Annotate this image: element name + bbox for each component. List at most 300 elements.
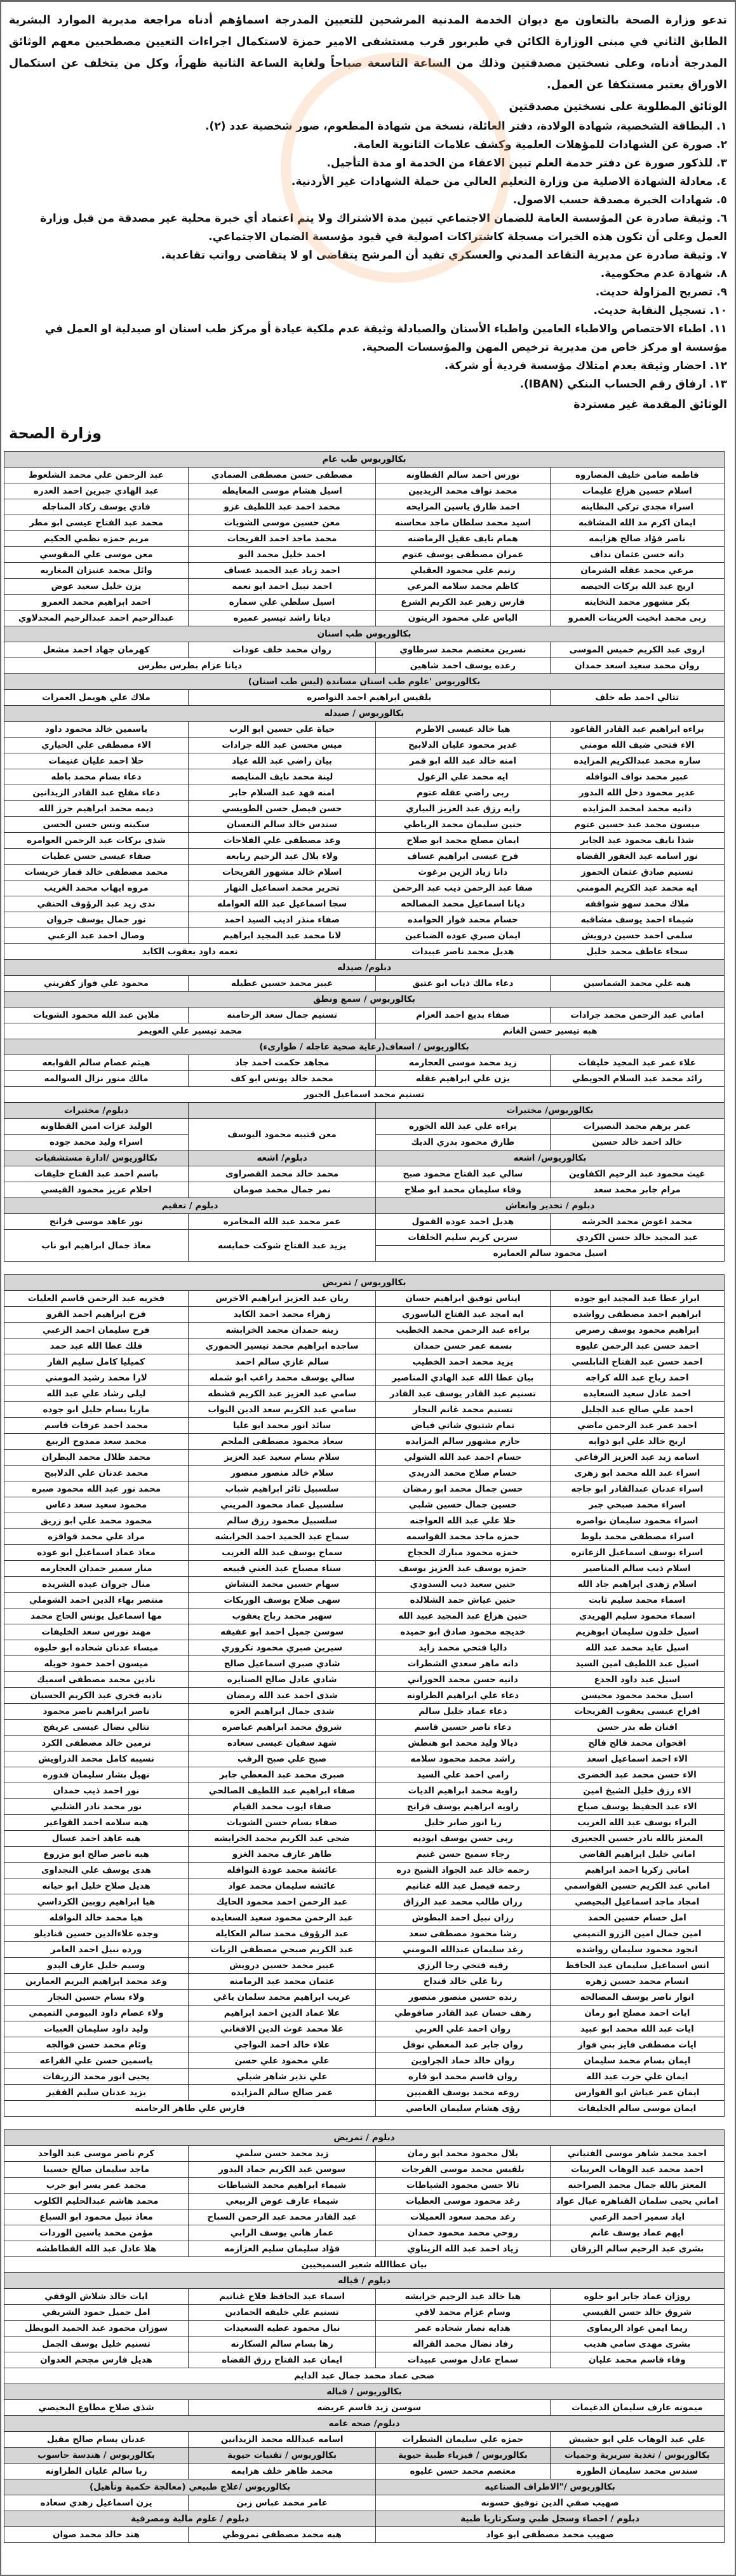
candidate-name: حسن فيصل حسن الطويسي — [189, 801, 376, 817]
section-title: دبلوم / علوم مالية ومصرفية — [4, 2511, 376, 2527]
table-row — [4, 1466, 725, 1481]
document-text: البطاقة الشخصية، شهادة الولادة، دفتر العائلة، نسخة من شهادة المطعوم، صور شخصية عدد (٢). — [205, 120, 713, 133]
candidate-name: ربى حسن يوسف ابوديه — [376, 1831, 550, 1847]
required-document-item — [9, 136, 727, 154]
candidate-name: وفاء قاسم محمد عليان — [550, 2352, 724, 2368]
candidate-name: اسيل عبد اللطيف امين السيد — [550, 1656, 724, 1672]
table-row — [4, 1783, 725, 1799]
candidate-name: ديمه محمد ابراهيم حرز الله — [4, 801, 189, 817]
candidate-name: كميليا كامل سليم الفار — [4, 1354, 189, 1370]
candidate-name: اسيل عايد محمد عبد الله — [550, 1640, 724, 1656]
table-row — [4, 1878, 725, 1894]
candidate-name: سهام حسين محمد النشاش — [189, 1577, 376, 1593]
candidate-name: وعد مصطفى علي الفلاحات — [189, 833, 376, 849]
candidate-name: اسيل خلدون سليمان ابوهزيم — [550, 1624, 724, 1640]
candidate-name: بسمه عمر حسن حمدان — [376, 1339, 550, 1354]
candidate-name: عائشة محمد عودة النوافله — [189, 1863, 376, 1878]
candidate-name: ياسمين حسن علي القراعه — [4, 2053, 189, 2069]
candidate-name: عبد المجيد خالد حسن الكردي — [550, 1230, 724, 1246]
candidate-name: تسنيم محمد غانم النجار — [376, 1402, 550, 1418]
candidate-name: نتالي نضال عيسى عريفج — [4, 1720, 189, 1736]
table-row — [4, 1307, 725, 1323]
table-row — [4, 1071, 725, 1087]
candidate-name: سرين كريم سليم الخلفات — [376, 1230, 550, 1246]
candidate-name: بيان راضي عبد الله عياد — [189, 753, 376, 769]
candidate-name: حسين جمال حسين شلبي — [376, 1497, 550, 1513]
candidate-name: حياة علي حسين ابو الرب — [189, 722, 376, 738]
candidate-name: رامي احمد علي السيد — [376, 1767, 550, 1783]
candidate-name: سوزان محمود عبد الحميد البويطل — [4, 2321, 189, 2337]
candidate-name: احمد خليل محمد البو — [189, 547, 376, 563]
section-title: دبلوم/ مختبرات — [4, 1103, 189, 1119]
table-row — [4, 2305, 725, 2321]
candidate-name: سهى صلاح يوسف الوريكات — [189, 1593, 376, 1608]
section-title: دبلوم / تعقيم — [4, 1198, 376, 1214]
table-row — [4, 1831, 725, 1847]
candidate-name: اماني عبد الرحمن محمد جرادات — [550, 1008, 724, 1023]
candidate-name: محمود علي فواز كفريني — [4, 976, 189, 992]
candidate-name: هدى يوسف علي النجداوى — [4, 1863, 189, 1878]
table-row — [4, 1513, 725, 1529]
candidate-name: فلك عطا الله عبد حمد — [4, 1339, 189, 1354]
candidate-name: سلام خالد منصور منصور — [189, 1466, 376, 1481]
candidate-name: طاهر عارف محمد الغزو — [189, 1847, 376, 1863]
candidate-name: رنيم علي محمود العقيلي — [376, 563, 550, 579]
candidate-name: وئام محمد حسن فوالجه — [4, 2037, 189, 2053]
candidate-name: شذى جمال ابراهيم العزه — [189, 1704, 376, 1720]
candidate-name: هيا خالد عيسى الاطرم — [376, 722, 550, 738]
candidate-name: معاذ عماد اسماعيل ابو عوده — [4, 1545, 189, 1561]
candidate-name: بلال محمود محمد ابو رمان — [376, 2146, 550, 2162]
candidate-name: وسيم خليل عارف البدو — [4, 1958, 189, 1974]
candidate-name: مريم حمزه نظمي الحكيم — [4, 531, 189, 547]
candidate-name: رنا علي خالد قنداح — [376, 1974, 550, 1990]
table-row — [4, 1672, 725, 1688]
candidate-name: نور اسامه عبد الغفور القضاه — [550, 849, 724, 865]
candidate-name: محمد عبد الفتاح عيسى ابو مطر — [4, 515, 189, 531]
candidate-name: صبح علي صبح الرقب — [189, 1751, 376, 1767]
candidate-name: رفاد نضال محمد القراله — [376, 2337, 550, 2352]
candidate-name: ايمان بسام محمد سليمان — [550, 2053, 724, 2069]
candidate-name: بلقيس محمد موسى الفرجات — [376, 2162, 550, 2178]
candidate-name: امين جمال امين الزرو التميمي — [550, 1926, 724, 1942]
table-row — [4, 912, 725, 928]
candidate-name: زيد محمد موسى العجارمه — [376, 1055, 550, 1071]
candidate-name: براءه علي عبد الله الخوره — [376, 1119, 550, 1135]
candidate-name: نور محمد نادر الشلبي — [4, 1799, 189, 1815]
candidate-name: شيماء عارف عوض الربيعي — [189, 2194, 376, 2209]
candidate-name: حمزه ماجد محمد القواسمه — [376, 1529, 550, 1545]
candidate-name: اماني عبد الكريم حسين القواسمي — [550, 1878, 724, 1894]
candidate-name: ايمان مصلح محمد ابو صلاح — [376, 833, 550, 849]
candidate-name: اسامه عبدالله محمد الزيدانين — [189, 2432, 376, 2448]
document-number: ١٠. — [709, 304, 727, 317]
candidate-name: ريما ايمن عواد الريماوى — [550, 2321, 724, 2337]
table-row — [4, 2069, 725, 2085]
candidate-name: بيان عطا الله عبد الهادي المناصير — [376, 1370, 550, 1386]
candidate-name: مرعي محمد عقله الشرمان — [550, 563, 724, 579]
candidate-name: رغد سليمان عبدالله المومني — [376, 1942, 550, 1958]
candidate-name: سهير محمد رباح يعقوب — [189, 1608, 376, 1624]
candidate-name: نسرين معتصم محمد سرطاوي — [376, 642, 550, 658]
candidate-name: اسراء محمد صبحي جبر — [550, 1497, 724, 1513]
table-row — [4, 1688, 725, 1704]
candidate-name: زينه حمدان محمد الخرابشه — [189, 1323, 376, 1339]
candidate-name: اسلام ذيب سالم المناصير — [550, 1561, 724, 1577]
candidate-name: نادين محمد مصطفى اسميك — [4, 1672, 189, 1688]
candidate-name: هيثم عصام سالم القوابعه — [4, 1055, 189, 1071]
candidate-name: راوية محمد ابراهيم الديات — [376, 1783, 550, 1799]
candidate-name: عائشه سليمان محمد عواد — [189, 1878, 376, 1894]
candidate-name: اروى عبد الكريم خميس الموسى — [550, 642, 724, 658]
candidate-name: لانا محمد عبد المجيد ابراهيم — [189, 928, 376, 944]
candidate-name: سوسن جميل احمد ابو عفيفه — [189, 1624, 376, 1640]
candidate-name: البراء يوسف عبد الله الغريب — [550, 1815, 724, 1831]
candidate-name: علاء عمر عبد المجيد خليفات — [550, 1055, 724, 1071]
candidate-name: براءه عبد الرحمن محمد الخطيب — [376, 1323, 550, 1339]
candidate-name: عمران مصطفى يوسف عتوم — [376, 547, 550, 563]
candidate-name: ديانا اسماعيل محمد المصالحه — [376, 896, 550, 912]
candidate-name: شادي صبري اسماعيل صالح — [189, 1656, 376, 1672]
document-text: معادلة الشهادة الاصلية من وزارة التعليم العالي من حملة الشهادات غير الأردنية. — [291, 175, 713, 188]
candidate-name: ربا سالم عليان الطراونه — [4, 2464, 189, 2479]
candidate-name: هبه محمد مصطفى نمروطي — [189, 2527, 376, 2543]
candidate-name: اقحوان محمد فالح فالح — [550, 1736, 724, 1751]
document-text: صورة عن الشهادات للمؤهلات العلمية وكشف علامات الثانوية العامة. — [353, 138, 713, 151]
table-row — [4, 595, 725, 610]
candidate-name: صفاء عيسى حسن عطيات — [4, 849, 189, 865]
candidate-name: هبه علي محمد الشماسين — [550, 976, 724, 992]
candidate-name: معتصم محمد حسن عليوه — [376, 2464, 550, 2479]
table-row — [4, 2352, 725, 2368]
document-text: شهادة عدم محكومية. — [600, 267, 713, 280]
required-document-item — [9, 283, 727, 302]
candidate-name: عمر صالح سالم المزايده — [189, 2085, 376, 2101]
candidate-name: وصال احمد عبد الزعبي — [4, 928, 189, 944]
table-row — [4, 2432, 725, 2448]
candidate-name: الاء رزق خليل الشيخ امين — [550, 1783, 724, 1799]
section-title: دبلوم / قباله — [4, 2273, 725, 2289]
candidate-name: محمد خالد يونس ابو كف — [189, 1071, 376, 1087]
candidate-name: هديل محمد ناصر عبيدات — [376, 944, 550, 960]
candidate-name: صفاء بديع احمد العزام — [376, 1008, 550, 1023]
candidate-name: سلسبيل عماد محمود المريني — [189, 1497, 376, 1513]
candidate-name: ولاء بسام حسين النجار — [4, 1990, 189, 2006]
candidate-name: اسلام زهدى ابراهيم جاد الله — [550, 1577, 724, 1593]
candidate-name: حنين سعيد ذيب السدودي — [376, 1577, 550, 1593]
table-row — [4, 658, 725, 674]
candidate-name: شهد سفيان عيسى سعاده — [189, 1736, 376, 1751]
candidate-name: اسراء عبد الله محمد ابو زهرى — [550, 1466, 724, 1481]
candidate-name: فادي يوسف ركاد المناجله — [4, 499, 189, 515]
candidate-name: معن حسين موسى الشويات — [189, 515, 376, 531]
required-documents-list — [9, 118, 727, 394]
candidate-name: سالي عبد الفتاح محمود صبح — [376, 1166, 550, 1182]
candidate-name: ولاء عصام داود البيومي التميمي — [4, 2006, 189, 2021]
table-row — [4, 1926, 725, 1942]
section-header-row — [4, 960, 725, 976]
table-row — [4, 1656, 725, 1672]
candidate-name: روان جابر عبد المعطي نوفل — [376, 2037, 550, 2053]
candidate-name: محمد احمد عرفات قاسم — [4, 1418, 189, 1434]
candidate-name: يحيى انور محمد الزريقات — [4, 2069, 189, 2085]
document-number: ١. — [716, 120, 727, 133]
candidate-name: الاء عبد الحفيظ يوسف صباح — [550, 1799, 724, 1815]
table-row — [4, 2241, 725, 2257]
candidate-name: ايات خالد شلاش الوقفي — [4, 2289, 189, 2305]
candidate-name: نورس احمد سالم القطاونه — [376, 468, 550, 483]
candidate-name: اسيد محمد سلطان ماجد محاسنه — [376, 515, 550, 531]
candidate-name: معاذ نبيل محمود ابو السباع — [4, 2209, 189, 2225]
table-row — [4, 1894, 725, 1910]
candidate-name: دانيه حسن محمد الحوراني — [376, 1672, 550, 1688]
candidate-name: ميس محسن عبد الله جرادات — [189, 738, 376, 753]
table-row — [4, 1008, 725, 1023]
document-number: ١٢. — [709, 360, 727, 372]
document-number: ٦. — [716, 212, 727, 225]
candidate-name: يزن اسماعيل زهدي سعاده — [4, 2495, 189, 2511]
candidate-name: رجاء سميح حسن غنيم — [376, 1847, 550, 1863]
candidate-name: سعاد محمود مصطفى الملحم — [189, 1434, 376, 1450]
document-text: وثيقة صادرة عن المؤسسة العامة للضمان الاجتماعي تبين مدة الاشتراك ولا يتم اعتماد أي خبرة محلية غير مصدقة من قبل وزارة العمل وعلى أن تكون هذه الخبرات مسجلة كاشتراكات اصولية في قيود مؤسسة الضمان الاجتماعي. — [40, 212, 727, 243]
table-row — [4, 753, 725, 769]
table-row — [4, 1402, 725, 1418]
candidate-name: ميسون احمد حمود خويله — [4, 1656, 189, 1672]
candidate-name: محمد طلال محمد البطران — [4, 1450, 189, 1466]
candidate-name: عبد القادر محمد عبد الرحمن السباح — [189, 2209, 376, 2225]
table-row — [4, 769, 725, 785]
document-number: ١٣. — [709, 378, 727, 391]
table-row — [4, 1847, 725, 1863]
table-row — [4, 515, 725, 531]
candidate-name: نهيل بشار سليمان قدوره — [4, 1767, 189, 1783]
table-row — [4, 531, 725, 547]
candidate-name: اسراء وليد محمد جوده — [4, 1135, 189, 1150]
table-row — [4, 1958, 725, 1974]
candidate-name: شروق محمد ابراهيم عياصره — [189, 1720, 376, 1736]
table-row — [4, 1751, 725, 1767]
candidate-name: سلام بسام سعيد عبد العزيز — [189, 1450, 376, 1466]
candidate-name: ساره محمد عبدالكريم المزايده — [550, 753, 724, 769]
document-number: ٢. — [716, 138, 727, 151]
candidate-name: اسماء محمد سليم ثابت — [550, 1593, 724, 1608]
candidate-name: سلسبيل ثائر ابراهيم شباب — [189, 1481, 376, 1497]
candidate-name: ميسون محمد عبد حسين عتوم — [550, 817, 724, 833]
candidate-name: اسلام خالد مشهور الفريحات — [189, 865, 376, 880]
candidate-name: دعاء عماد خليل سالم — [376, 1704, 550, 1720]
candidate-name: عبدالرحيم احمد عبدالرحيم المجدلاوي — [4, 610, 189, 626]
candidate-name: شيماء احمد يوسف مشاقبه — [550, 912, 724, 928]
candidate-name: زياد احمد عبد الله الزيناوي — [376, 2241, 550, 2257]
candidate-name: هيا محمد خالد النوافله — [4, 1910, 189, 1926]
table-row — [4, 1767, 725, 1783]
section-title: بكالوريوس / تغذية سريرية وحميات — [550, 2448, 724, 2464]
candidate-name: سخاء عاطف محمد خليل — [550, 944, 724, 960]
table-row — [4, 2289, 725, 2305]
candidate-name: رايه رزق عبد العزيز البياري — [376, 801, 550, 817]
table-row — [4, 2021, 725, 2037]
required-documents-title: الوثائق المطلوبة على نسختين مصدقتين — [509, 100, 727, 113]
section-title: دبلوم/ اشعه — [189, 1150, 376, 1166]
candidate-name: سيرين صبري محمود تكروري — [189, 1640, 376, 1656]
candidate-name: فخريه عبد الرحمن قاسم العليات — [4, 1291, 189, 1307]
candidate-name: مروه ايهاب محمد الغريب — [4, 880, 189, 896]
candidate-name: ديانا راشد تيسير عميره — [189, 610, 376, 626]
section-header-row — [4, 2416, 725, 2432]
document-text: للذكور صورة عن دفتر خدمة العلم تبين الاعفاء من الخدمة او مدة التأجيل. — [326, 157, 713, 170]
candidate-name: سماح يوسف عبد الله الغريب — [189, 1545, 376, 1561]
section-title: بكالوريوس طب اسنان — [4, 626, 725, 642]
candidate-name: هبه عاهد احمد عسال — [4, 1831, 189, 1847]
candidate-name: كرم ناصر موسى عبد الواحد — [4, 2146, 189, 2162]
candidate-name: عبير محمد نواف النوافله — [550, 769, 724, 785]
candidate-name: فارس زهير عبد الكريم الشرع — [376, 595, 550, 610]
table-row — [4, 690, 725, 706]
document-text: اطباء الاختصاص والاطباء العامين واطباء الأسنان والصيادلة وثيقة عدم ملكية عيادة أو مركز طب اسنان او صيدلية او العمل في مؤسسة او مركز خاص من مديرية ترخيص المهن والمؤسسات الصحية. — [44, 323, 727, 354]
candidate-name: هديل صلاح خليل ابو حيانه — [4, 1878, 189, 1894]
candidate-name: نسيبه كامل محمد الدراويش — [4, 1751, 189, 1767]
candidate-name: بشرى مهدى سامي هديب — [550, 2337, 724, 2352]
candidate-name: يزن خليل سعيد عوض — [4, 579, 189, 595]
candidate-name: داليا فتحي محمد زايد — [376, 1640, 550, 1656]
candidate-name: هيا خالد عبد الرحيم خرابشه — [376, 2289, 550, 2305]
candidate-name: احمد ابراهيم محمد العمرو — [4, 595, 189, 610]
candidate-name: محمد هاشم عبدالحليم الكلوب — [4, 2194, 189, 2209]
candidate-name: وفاء سليمان محمد ابو صلاح — [376, 1182, 550, 1198]
candidate-name: روزان عماد جابر ابو حلوه — [550, 2289, 724, 2305]
candidate-name: نرمين خالد مصطفى الكرد — [4, 1736, 189, 1751]
candidate-name: محمد نواف محمد الزيديين — [376, 483, 550, 499]
candidate-name: معن موسى علي المقوسي — [4, 547, 189, 563]
table-row — [4, 1910, 725, 1926]
required-document-item — [9, 375, 727, 394]
candidate-name: سوسن عبد الكريم حماد البدور — [189, 2162, 376, 2178]
announcement-intro — [9, 10, 727, 415]
candidate-name: معاذ جمال ابراهيم ابو ناب — [4, 1230, 189, 1262]
table-row — [4, 1166, 725, 1182]
candidate-name: ناصر ابراهيم ناصر محمود — [4, 1704, 189, 1720]
document-number: ٣. — [716, 157, 727, 170]
table-row — [4, 1087, 725, 1103]
candidate-name: عبير محمد حسين درويش — [189, 1958, 376, 1974]
candidate-name: احمد رياح عبد الله كراجه — [550, 1370, 724, 1386]
candidate-name: سندس خالد سالم النعسان — [189, 817, 376, 833]
candidate-name: دعاء علي ابراهيم الطراونه — [376, 1688, 550, 1704]
section-title: بكالوريوس / تمريض — [4, 1275, 725, 1291]
candidate-name: دانه حسن عثمان نداف — [550, 547, 724, 563]
candidate-name: دعاء مالك ذياب ابو عتيق — [376, 976, 550, 992]
document-number: ٥. — [716, 194, 727, 206]
candidate-name: مهند نورس سعد الخليفات — [4, 1624, 189, 1640]
candidate-name: عمر محمد عبد الله المخامره — [189, 1214, 376, 1230]
section-header-row — [4, 2273, 725, 2289]
candidate-name: ورده نبيل احمد العامر — [4, 1942, 189, 1958]
candidate-name: غدير محمود عليان الدلابيح — [376, 738, 550, 753]
section-header-row — [4, 706, 725, 722]
candidate-name: هديل احمد عوده القمول — [376, 1214, 550, 1230]
section-title: بكالوريوس / تقنيات حيوية — [189, 2448, 376, 2464]
table-row — [4, 1055, 725, 1071]
table-row — [4, 1593, 725, 1608]
section-header-row — [4, 1198, 725, 1214]
candidate-name: امل حسام حسين الحمد — [550, 1910, 724, 1926]
table-row — [4, 1608, 725, 1624]
table-row — [4, 642, 725, 658]
candidate-name: احلام عزيز محمود القيسي — [4, 1182, 189, 1198]
candidate-name: حنين عياش حمد الشلالده — [376, 1593, 550, 1608]
table-row — [4, 1990, 725, 2006]
table-row — [4, 1624, 725, 1640]
candidate-name: امجاد ماجد اسماعيل البحيصي — [550, 1894, 724, 1910]
candidate-name: ملاين عبد الله محمود الشويات — [4, 1008, 189, 1023]
candidate-name: اسلام حسين هزاع عليمات — [550, 483, 724, 499]
required-document-item — [9, 154, 727, 173]
table-row — [4, 1354, 725, 1370]
candidate-name: شذى بركات عبد الرحمن العوامره — [4, 833, 189, 849]
documents-non-refundable-note: الوثائق المقدمة غير مستردة — [573, 398, 727, 411]
table-row — [4, 817, 725, 833]
candidate-name: منتصر بهاء الدين احمد الشوملي — [4, 1593, 189, 1608]
candidate-name: هدايه نصار شحاده عمر — [376, 2321, 550, 2337]
candidate-name: ضحى عبد الكريم محمد الخرابشه — [189, 1831, 376, 1847]
candidate-name: وسام عزام محمد لافي — [376, 2305, 550, 2321]
candidate-name: يزن علي ابراهيم عقله — [376, 1071, 550, 1087]
section-title: بكالوريوس/ اشعه — [376, 1150, 725, 1166]
candidate-name: فارس علي طاهر الرحامنه — [4, 2101, 376, 2117]
candidate-name: باسم احمد عبد الفتاح خليفات — [4, 1166, 189, 1182]
candidate-name: ماريا بسام خليل ابو جوده — [4, 1402, 189, 1418]
candidate-name: هديل فارس مجحم العدوان — [4, 2352, 189, 2368]
candidate-name: فاطمه ضامن خليف المصاروه — [550, 468, 724, 483]
candidate-name: ايناس توفيق ابراهيم حسان — [376, 1291, 550, 1307]
table-row — [4, 2146, 725, 2162]
candidate-name: هلا عادل عبد الله القطاطشه — [4, 2241, 189, 2257]
candidate-name: الاء حسن محمد عبد الخضرى — [550, 1767, 724, 1783]
candidate-name: دعاء بسام محمد باطه — [4, 769, 189, 785]
section-title: بكالوريوس /علاج طبيعي (معالجة حكمية وتأهيل) — [4, 2479, 376, 2495]
candidate-name: احمد زياد عبد الحميد عساف — [189, 563, 376, 579]
candidate-name: عمار هاني يوسف الرابي — [189, 2225, 376, 2241]
candidate-name: اريج خالد علي ابو ذوابه — [550, 1434, 724, 1450]
candidate-name: صفا عبد الرحمن ذيب عبد الرحمن — [376, 880, 550, 896]
candidate-name: سناء مصباح عبد الغني قبيعه — [189, 1561, 376, 1577]
candidate-name: سندس محمد سليمان الطوره — [550, 2464, 724, 2479]
candidate-name: وجده علاءالدين حسين قناديلو — [4, 1926, 189, 1942]
candidate-name: كاظم محمد سلامه المرعي — [376, 579, 550, 595]
table-row — [4, 1386, 725, 1402]
candidate-name: سلسبيل محمود رزق سالم — [189, 1513, 376, 1529]
candidate-name: امنه فهد عبد السلام جابر — [189, 785, 376, 801]
section-title: دبلوم/ صحه عامه — [4, 2416, 725, 2432]
candidate-name: معن قتيبه محمود اليوسف — [189, 1119, 376, 1150]
candidate-name: رهف حسان عبد القادر صافوطي — [376, 2006, 550, 2021]
required-document-item — [9, 265, 727, 283]
table-row — [4, 2225, 725, 2241]
candidate-name: كهرمان جهاد احمد مشعل — [4, 642, 189, 658]
table-row — [4, 2400, 725, 2416]
candidate-name: دانه ماهر سعدي الشطرات — [376, 1656, 550, 1672]
table-row — [4, 2006, 725, 2021]
candidate-name: فرح سليمان احمد الزعبي — [4, 1323, 189, 1339]
table-row — [4, 1230, 725, 1246]
candidate-name: اسامه زيد عبد العزيز الرفاعي — [550, 1450, 724, 1466]
candidate-name: محمد عمر يسر ابو حرب — [4, 2178, 189, 2194]
candidate-name: لارا محمد رشيد المومني — [4, 1370, 189, 1386]
candidate-name: تسنيم محمد اسماعيل الجبور — [4, 1087, 725, 1103]
document-text: احضار وثيقة بعدم امتلاك مؤسسة فردية أو شركة. — [444, 360, 706, 372]
document-text: تصريح المزاولة حديث. — [595, 286, 713, 299]
candidate-name: الاء مصطفى علي الحياري — [4, 738, 189, 753]
